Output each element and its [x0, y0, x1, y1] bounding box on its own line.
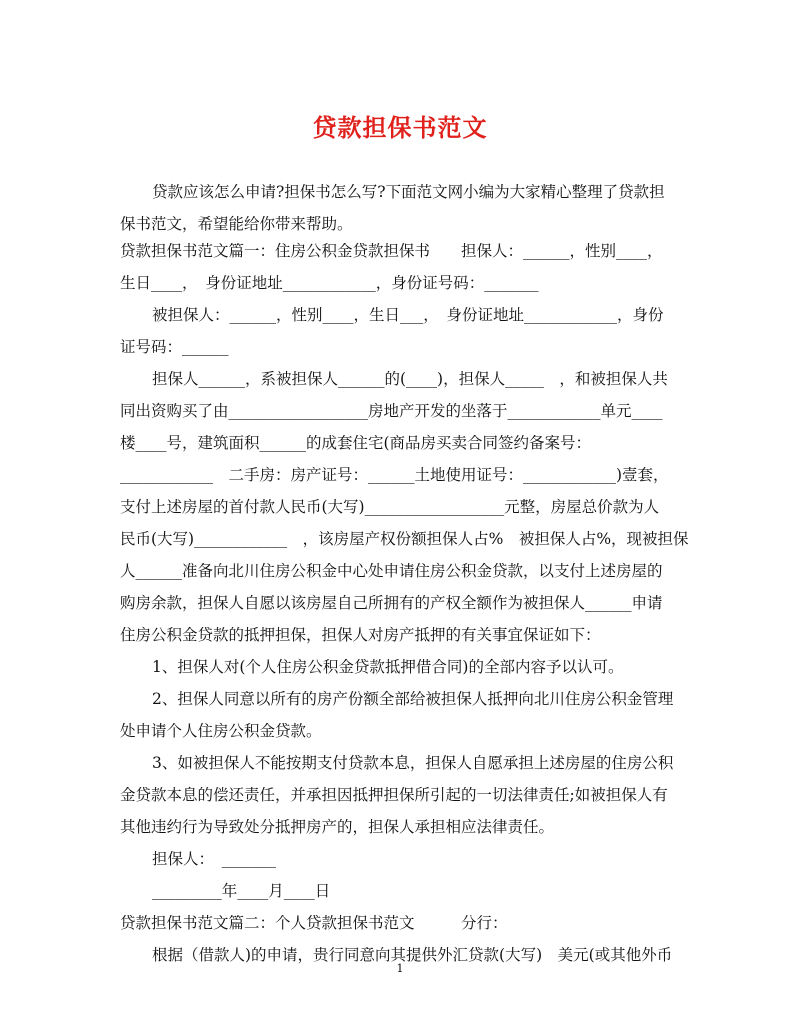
paragraph-line: 生日____， 身份证地址____________，身份证号码：_______ — [120, 274, 539, 292]
paragraph-line: 其他违约行为导致处分抵押房产的，担保人承担相应法律责任。 — [120, 818, 555, 836]
page-number: 1 — [396, 962, 404, 975]
document-title: 贷款担保书范文 — [312, 113, 488, 142]
list-item: 2、担保人同意以所有的房产份额全部给被担保人抵押向北川住房公积金管理 — [152, 690, 674, 708]
paragraph-line: 贷款应该怎么申请?担保书怎么写?下面范文网小编为大家精心整理了贷款担 — [152, 183, 665, 201]
paragraph-line: 贷款担保书范文篇一：住房公积金贷款担保书 担保人：______，性别____， — [120, 242, 663, 260]
paragraph-line: 楼____号，建筑面积______的成套住宅(商品房买卖合同签约备案号： — [120, 434, 592, 452]
paragraph-line: 金贷款本息的偿还责任，并承担因抵押担保所引起的一切法律责任;如被担保人有 — [120, 786, 668, 804]
paragraph-line: 保书范文，希望能给你带来帮助。 — [120, 215, 353, 233]
paragraph-line: 购房余款，担保人自愿以该房屋自己所拥有的产权全额作为被担保人______申请 — [120, 594, 663, 612]
paragraph-line: 民币(大写)____________ ，该房屋产权份额担保人占% 被担保人占%，现被担保 — [120, 530, 689, 548]
paragraph-line: 被担保人：______，性别____，生日___， 身份证地址____________，身份 — [152, 306, 664, 324]
paragraph-line: 处申请个人住房公积金贷款。 — [120, 722, 322, 740]
section-heading: 贷款担保书范文篇二：个人贷款担保书范文 分行： — [120, 914, 508, 932]
list-item: 3、如被担保人不能按期支付贷款本息，担保人自愿承担上述房屋的住房公积 — [152, 754, 674, 772]
paragraph-line: 根据（借款人)的申请，贵行同意向其提供外汇贷款(大写) 美元(或其他外币 — [152, 946, 673, 964]
list-item: 1、担保人对(个人住房公积金贷款抵押借合同)的全部内容予以认可。 — [152, 658, 624, 676]
paragraph-line: 证号码：______ — [120, 338, 229, 356]
paragraph-line: 人______准备向北川住房公积金中心处申请住房公积金贷款，以支付上述房屋的 — [120, 562, 663, 580]
date-line: _________年____月____日 — [152, 882, 331, 900]
paragraph-line: 担保人______，系被担保人______的(____)，担保人_____ ，和被担保人共 — [152, 370, 668, 388]
paragraph-line: 同出资购买了由__________________房地产开发的坐落于____________单元____ — [120, 402, 663, 420]
paragraph-line: ____________ 二手房：房产证号：______土地使用证号：____________)壹套， — [120, 466, 669, 484]
paragraph-line: 住房公积金贷款的抵押担保，担保人对房产抵押的有关事宜保证如下： — [120, 626, 601, 644]
signature-line: 担保人： _______ — [152, 850, 277, 868]
paragraph-line: 支付上述房屋的首付款人民币(大写)__________________元整，房屋总价款为人 — [120, 498, 660, 516]
